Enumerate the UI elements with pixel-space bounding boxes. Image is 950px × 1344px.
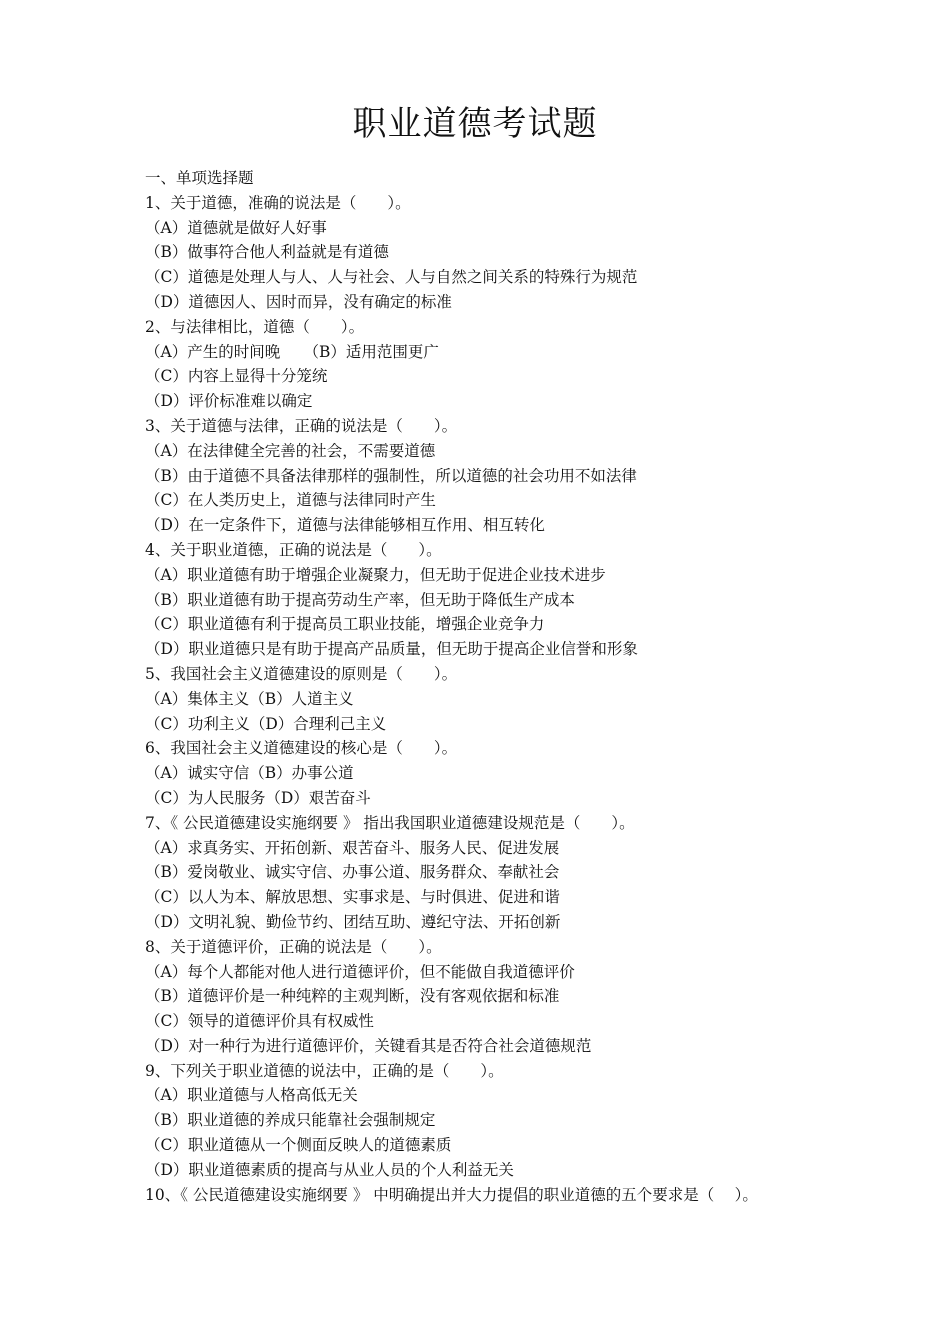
document-line: （D）对一种行为进行道德评价，关键看其是否符合社会道德规范 — [145, 1036, 592, 1055]
document-line: 10、《 公民道德建设实施纲要 》 中明确提出并大力提倡的职业道德的五个要求是（ ）。 — [145, 1185, 758, 1204]
document-line: 一、单项选择题 — [145, 169, 254, 187]
document-line: 8、关于道德评价，正确的说法是（ ）。 — [145, 937, 442, 956]
document-line: 5、我国社会主义道德建设的原则是（ ）。 — [145, 664, 458, 683]
document-line: （C）在人类历史上，道德与法律同时产生 — [145, 491, 436, 510]
document-line: （B）职业道德有助于提高劳动生产率，但无助于降低生产成本 — [145, 590, 575, 609]
document-line: （A）职业道德有助于增强企业凝聚力，但无助于促进企业技术进步 — [145, 565, 606, 584]
document-line: （D）评价标准难以确定 — [145, 392, 313, 411]
document-line: （B）道德评价是一种纯粹的主观判断，没有客观依据和标准 — [145, 987, 560, 1006]
document-line: 2、与法律相比，道德（ ）。 — [145, 317, 365, 336]
document-line: （C）功利主义（D）合理利己主义 — [145, 714, 387, 733]
document-line: （C）以人为本、解放思想、实事求是、与时俱进、促进和谐 — [145, 888, 560, 907]
document-line: 7、《 公民道德建设实施纲要 》 指出我国职业道德建设规范是（ ）。 — [145, 813, 635, 832]
document-line: （D）在一定条件下，道德与法律能够相互作用、相互转化 — [145, 516, 545, 535]
document-line: （D）职业道德素质的提高与从业人员的个人利益无关 — [145, 1160, 514, 1179]
document-line: （B）由于道德不具备法律那样的强制性，所以道德的社会功用不如法律 — [145, 466, 637, 485]
document-line: （A）产生的时间晚 （B）适用范围更广 — [145, 342, 439, 361]
document-line: （A）道德就是做好人好事 — [145, 218, 327, 237]
document-line: （A）在法律健全完善的社会，不需要道德 — [145, 441, 436, 460]
document-line: （D）道德因人、因时而异，没有确定的标准 — [145, 292, 452, 311]
document-line: （C）领导的道德评价具有权威性 — [145, 1012, 374, 1031]
document-line: 6、我国社会主义道德建设的核心是（ ）。 — [145, 739, 458, 758]
document-line: （D）职业道德只是有助于提高产品质量，但无助于提高企业信誉和形象 — [145, 640, 638, 659]
question-list — [145, 166, 865, 1207]
document-line: （C）内容上显得十分笼统 — [145, 367, 328, 386]
document-line: （C）为人民服务（D）艰苦奋斗 — [145, 788, 371, 807]
document-line: （A）集体主义（B）人道主义 — [145, 689, 354, 708]
document-line: 9、下列关于职业道德的说法中，正确的是（ ）。 — [145, 1061, 504, 1080]
document-line: （B）做事符合他人利益就是有道德 — [145, 243, 389, 262]
document-line: （C）职业道德有利于提高员工职业技能，增强企业竞争力 — [145, 615, 545, 634]
document-title: 职业道德考试题 — [352, 104, 598, 144]
document-line: （C）道德是处理人与人、人与社会、人与自然之间关系的特殊行为规范 — [145, 268, 638, 287]
document-line: （A）职业道德与人格高低无关 — [145, 1086, 358, 1105]
document-line: （B）职业道德的养成只能靠社会强制规定 — [145, 1111, 436, 1130]
document-line: （C）职业道德从一个侧面反映人的道德素质 — [145, 1136, 452, 1155]
document-line: （D）文明礼貌、勤俭节约、团结互助、遵纪守法、开拓创新 — [145, 912, 561, 931]
document-line: （A）求真务实、开拓创新、艰苦奋斗、服务人民、促进发展 — [145, 838, 560, 857]
document-line: （A）诚实守信（B）办事公道 — [145, 764, 354, 783]
document-line: （B）爱岗敬业、诚实守信、办事公道、服务群众、奉献社会 — [145, 863, 560, 882]
document-line: （A）每个人都能对他人进行道德评价，但不能做自我道德评价 — [145, 962, 575, 981]
document-line: 1、关于道德，准确的说法是（ ）。 — [145, 193, 411, 212]
document-line: 4、关于职业道德，正确的说法是（ ）。 — [145, 540, 442, 559]
document-line: 3、关于道德与法律，正确的说法是（ ）。 — [145, 416, 458, 435]
